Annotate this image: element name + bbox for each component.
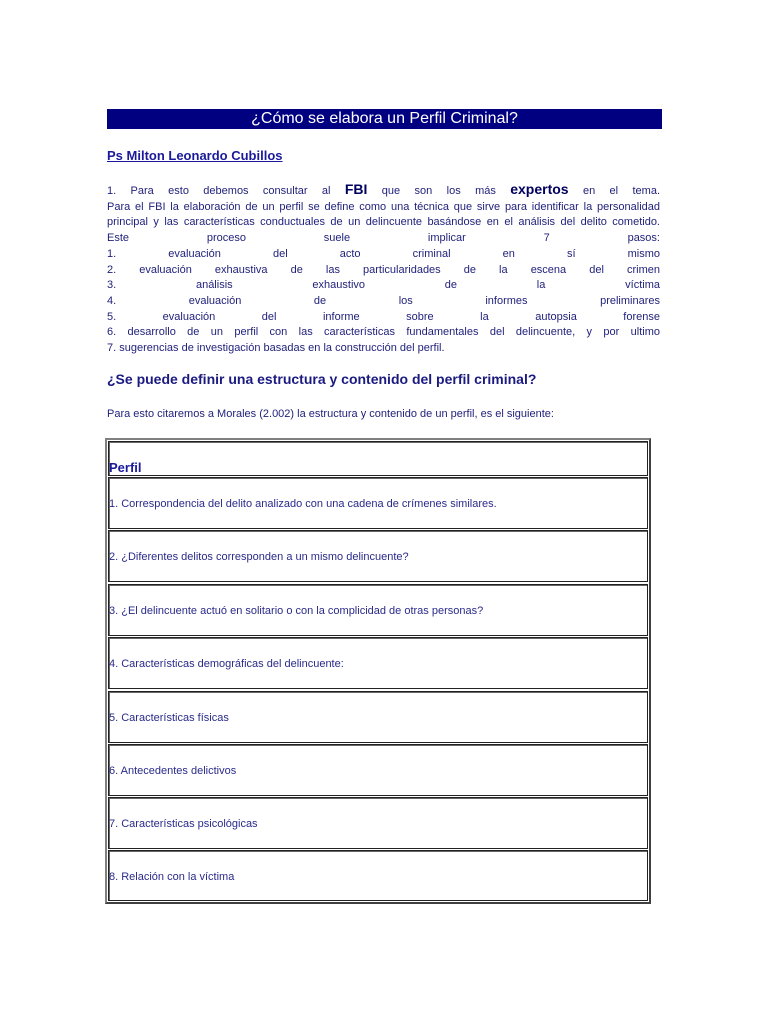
paragraph-line: Este proceso suele implicar 7 pasos: [107,232,660,245]
table-row [108,530,648,582]
table-row [108,584,648,636]
table-row [108,477,648,529]
table-row [108,637,648,689]
paragraph-line: principal y las características conductuales de un delincuente basándose en el análisis del delito cometido. [107,216,660,229]
step-line: 7. sugerencias de investigación basadas en la construcción del perfil. [107,342,445,355]
step-line: 2. evaluación exhaustiva de las particularidades de la escena del crimen [107,263,660,276]
table-cell: 8. Relación con la víctima [109,871,235,883]
table-cell: 5. Características físicas [109,712,229,724]
step-line: 4. evaluación de los informes preliminares [107,294,660,307]
fbi-emphasis: FBI [344,181,368,197]
table-row [108,850,648,901]
table-header: Perfil [109,460,142,475]
table-cell: 1. Correspondencia del delito analizado con una cadena de crímenes similares. [109,498,497,510]
paragraph-text: en el tema. [568,185,660,197]
table-cell: 4. Características demográficas del delincuente: [109,658,344,670]
paragraph-line [107,182,660,200]
step-line: 5. evaluación del informe sobre la autopsia forense [107,310,660,323]
table-cell: 2. ¿Diferentes delitos corresponden a un mismo delincuente? [109,551,409,563]
paragraph-text: 1. Para esto debemos consultar al [107,185,345,197]
paragraph-line: Para el FBI la elaboración de un perfil se define como una técnica que sirve para identificar la personalidad [107,200,660,213]
table-row [108,691,648,743]
table-row [108,744,648,796]
author-link[interactable]: Ps Milton Leonardo Cubillos [107,148,283,163]
step-line: 3. análisis exhaustivo de la víctima [107,279,660,292]
table-header-row [108,441,648,476]
document-title: ¿Cómo se elabora un Perfil Criminal? [107,109,662,129]
section-heading: ¿Se puede definir una estructura y contenido del perfil criminal? [107,371,537,387]
step-line: 1. evaluación del acto criminal en sí mismo [107,247,660,260]
intro-sentence: Para esto citaremos a Morales (2.002) la estructura y contenido de un perfil, es el siguiente: [107,408,554,420]
table-cell: 6. Antecedentes delictivos [109,765,237,777]
table-row [108,797,648,849]
paragraph-text: que son los más [367,185,511,197]
table-cell: 3. ¿El delincuente actuó en solitario o con la complicidad de otras personas? [109,605,484,617]
step-line: 6. desarrollo de un perfil con las características fundamentales del delincuente, y por ultimo [107,326,660,339]
profile-table [105,438,651,904]
table-cell: 7. Características psicológicas [109,818,258,830]
expertos-emphasis: expertos [510,181,569,197]
intro-paragraph [107,182,660,357]
